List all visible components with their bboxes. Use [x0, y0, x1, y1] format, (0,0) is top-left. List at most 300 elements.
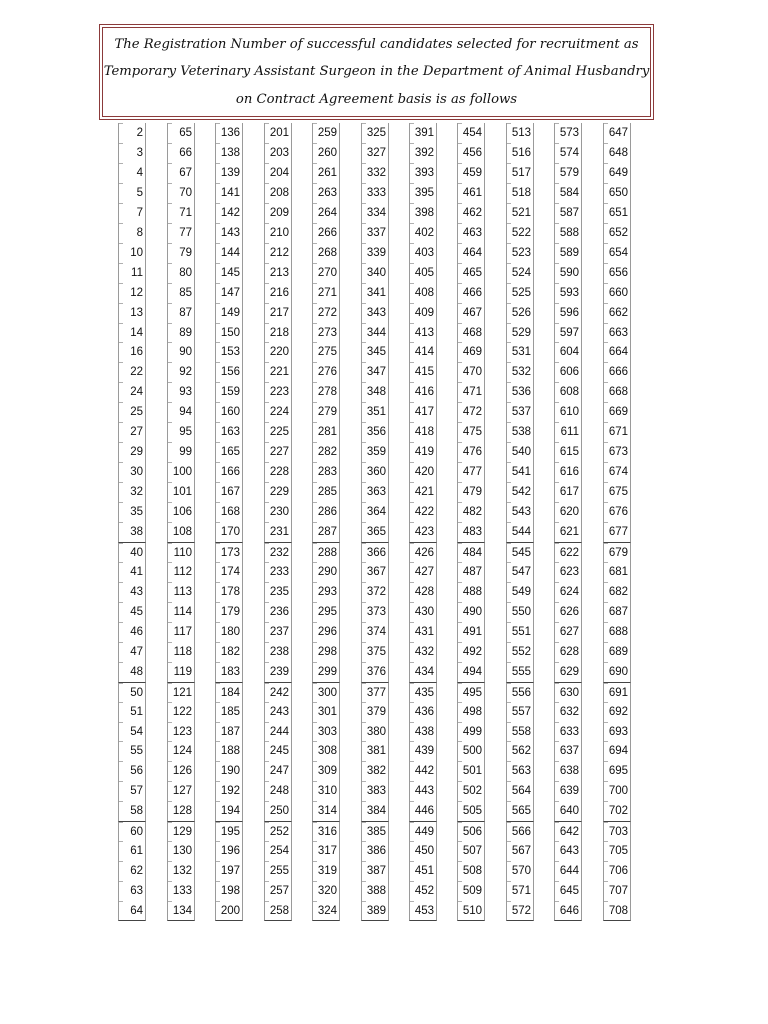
- registration-number-cell: 633: [554, 722, 582, 742]
- cell-tick-mark: [313, 622, 317, 623]
- registration-number-cell: 50: [118, 682, 146, 702]
- cell-tick-mark: [555, 163, 559, 164]
- cell-tick-mark: [555, 622, 559, 623]
- registration-number-cell: 506: [457, 821, 485, 841]
- cell-tick-mark: [216, 283, 220, 284]
- registration-number-cell: 617: [554, 482, 582, 502]
- registration-number-cell: 58: [118, 801, 146, 821]
- registration-number-cell: 518: [506, 183, 534, 203]
- cell-tick-mark: [265, 462, 269, 463]
- cell-tick-mark: [168, 283, 172, 284]
- cell-tick-mark: [362, 462, 366, 463]
- cell-tick-mark: [119, 841, 123, 842]
- cell-tick-mark: [410, 462, 414, 463]
- registration-number-cell: 325: [361, 123, 389, 143]
- cell-tick-mark: [168, 263, 172, 264]
- registration-number-cell: 217: [264, 303, 292, 323]
- registration-number-cell: 247: [264, 761, 292, 781]
- cell-tick-mark: [604, 741, 608, 742]
- registration-number-cell: 430: [409, 602, 437, 622]
- cell-tick-mark: [265, 622, 269, 623]
- cell-tick-mark: [216, 502, 220, 503]
- cell-tick-mark: [604, 662, 608, 663]
- registration-number-cell: 166: [215, 462, 243, 482]
- cell-tick-mark: [168, 422, 172, 423]
- registration-number-cell: 225: [264, 422, 292, 442]
- cell-tick-mark: [458, 741, 462, 742]
- registration-number-cell: 628: [554, 642, 582, 662]
- registration-number-cell: 570: [506, 861, 534, 881]
- cell-tick-mark: [119, 482, 123, 483]
- registration-number-cell: 529: [506, 323, 534, 343]
- registration-number-cell: 149: [215, 303, 243, 323]
- registration-number-cell: 417: [409, 402, 437, 422]
- registration-number-cell: 469: [457, 342, 485, 362]
- registration-number-cell: 308: [312, 741, 340, 761]
- registration-number-cell: 638: [554, 761, 582, 781]
- registration-number-cell: 542: [506, 482, 534, 502]
- cell-tick-mark: [265, 143, 269, 144]
- cell-tick-mark: [604, 801, 608, 802]
- cell-tick-mark: [410, 683, 414, 684]
- registration-number-cell: 624: [554, 582, 582, 602]
- registration-number-cell: 621: [554, 522, 582, 542]
- registration-number-cell: 507: [457, 841, 485, 861]
- cell-tick-mark: [362, 422, 366, 423]
- cell-tick-mark: [119, 642, 123, 643]
- registration-number-cell: 632: [554, 702, 582, 722]
- registration-number-cell: 268: [312, 243, 340, 263]
- registration-number-cell: 526: [506, 303, 534, 323]
- registration-number-cell: 596: [554, 303, 582, 323]
- cell-tick-mark: [458, 462, 462, 463]
- cell-tick-mark: [119, 861, 123, 862]
- registration-number-cell: 132: [167, 861, 195, 881]
- cell-tick-mark: [362, 841, 366, 842]
- cell-tick-mark: [216, 741, 220, 742]
- cell-tick-mark: [313, 881, 317, 882]
- registration-number-cell: 414: [409, 342, 437, 362]
- registration-number-cell: 623: [554, 562, 582, 582]
- registration-number-cell: 549: [506, 582, 534, 602]
- cell-tick-mark: [216, 143, 220, 144]
- cell-tick-mark: [119, 422, 123, 423]
- registration-number-cell: 77: [167, 223, 195, 243]
- registration-number-cell: 180: [215, 622, 243, 642]
- cell-tick-mark: [555, 522, 559, 523]
- cell-tick-mark: [265, 761, 269, 762]
- cell-tick-mark: [265, 582, 269, 583]
- cell-tick-mark: [458, 303, 462, 304]
- registration-number-cell: 674: [603, 462, 631, 482]
- registration-number-cell: 552: [506, 642, 534, 662]
- cell-tick-mark: [507, 502, 511, 503]
- registration-number-cell: 276: [312, 362, 340, 382]
- cell-tick-mark: [507, 741, 511, 742]
- registration-number-cell: 227: [264, 442, 292, 462]
- cell-tick-mark: [362, 662, 366, 663]
- registration-number-cell: 465: [457, 263, 485, 283]
- cell-tick-mark: [119, 342, 123, 343]
- cell-tick-mark: [168, 683, 172, 684]
- registration-number-cell: 4: [118, 163, 146, 183]
- registration-number-cell: 380: [361, 722, 389, 742]
- registration-number-cell: 588: [554, 223, 582, 243]
- cell-tick-mark: [265, 722, 269, 723]
- registration-number-cell: 46: [118, 622, 146, 642]
- cell-tick-mark: [458, 801, 462, 802]
- cell-tick-mark: [362, 143, 366, 144]
- registration-number-cell: 138: [215, 143, 243, 163]
- registration-number-cell: 385: [361, 821, 389, 841]
- registration-number-cell: 694: [603, 741, 631, 761]
- cell-tick-mark: [313, 642, 317, 643]
- registration-number-cell: 55: [118, 741, 146, 761]
- registration-number-cell: 334: [361, 203, 389, 223]
- cell-tick-mark: [313, 442, 317, 443]
- cell-tick-mark: [458, 822, 462, 823]
- registration-number-cell: 681: [603, 562, 631, 582]
- cell-tick-mark: [410, 382, 414, 383]
- registration-number-cell: 351: [361, 402, 389, 422]
- cell-tick-mark: [410, 702, 414, 703]
- registration-number-cell: 345: [361, 342, 389, 362]
- registration-number-cell: 464: [457, 243, 485, 263]
- registration-number-cell: 669: [603, 402, 631, 422]
- registration-number-cell: 691: [603, 682, 631, 702]
- cell-tick-mark: [507, 781, 511, 782]
- registration-number-cell: 156: [215, 362, 243, 382]
- registration-number-cell: 639: [554, 781, 582, 801]
- registration-number-cell: 266: [312, 223, 340, 243]
- cell-tick-mark: [410, 442, 414, 443]
- registration-number-cell: 565: [506, 801, 534, 821]
- registration-number-cell: 195: [215, 821, 243, 841]
- cell-tick-mark: [265, 382, 269, 383]
- registration-number-cell: 692: [603, 702, 631, 722]
- cell-tick-mark: [119, 362, 123, 363]
- registration-number-cell: 393: [409, 163, 437, 183]
- registration-number-cell: 295: [312, 602, 340, 622]
- registration-number-cell: 13: [118, 303, 146, 323]
- registration-number-cell: 690: [603, 662, 631, 682]
- registration-number-cell: 255: [264, 861, 292, 881]
- cell-tick-mark: [555, 223, 559, 224]
- registration-number-cell: 218: [264, 323, 292, 343]
- registration-number-cell: 63: [118, 881, 146, 901]
- registration-number-cell: 479: [457, 482, 485, 502]
- cell-tick-mark: [168, 382, 172, 383]
- registration-number-cell: 134: [167, 901, 195, 921]
- registration-number-cell: 627: [554, 622, 582, 642]
- cell-tick-mark: [362, 582, 366, 583]
- cell-tick-mark: [604, 183, 608, 184]
- cell-tick-mark: [313, 822, 317, 823]
- cell-tick-mark: [507, 761, 511, 762]
- cell-tick-mark: [507, 662, 511, 663]
- registration-number-cell: 67: [167, 163, 195, 183]
- cell-tick-mark: [555, 861, 559, 862]
- registration-number-cell: 442: [409, 761, 437, 781]
- registration-number-cell: 418: [409, 422, 437, 442]
- registration-number-cell: 80: [167, 263, 195, 283]
- registration-number-cell: 449: [409, 821, 437, 841]
- registration-number-cell: 145: [215, 263, 243, 283]
- cell-tick-mark: [410, 642, 414, 643]
- registration-number-cell: 676: [603, 502, 631, 522]
- registration-number-cell: 209: [264, 203, 292, 223]
- cell-tick-mark: [507, 263, 511, 264]
- registration-number-cell: 316: [312, 821, 340, 841]
- registration-number-cell: 271: [312, 283, 340, 303]
- cell-tick-mark: [119, 123, 123, 124]
- cell-tick-mark: [458, 163, 462, 164]
- registration-number-cell: 432: [409, 642, 437, 662]
- cell-tick-mark: [362, 602, 366, 603]
- registration-number-cell: 643: [554, 841, 582, 861]
- cell-tick-mark: [507, 543, 511, 544]
- cell-tick-mark: [458, 502, 462, 503]
- cell-tick-mark: [216, 761, 220, 762]
- registration-number-cell: 666: [603, 362, 631, 382]
- registration-number-cell: 254: [264, 841, 292, 861]
- cell-tick-mark: [313, 203, 317, 204]
- registration-number-cell: 228: [264, 462, 292, 482]
- registration-number-cell: 523: [506, 243, 534, 263]
- registration-number-cell: 461: [457, 183, 485, 203]
- cell-tick-mark: [265, 861, 269, 862]
- registration-number-cell: 415: [409, 362, 437, 382]
- registration-number-cell: 32: [118, 482, 146, 502]
- cell-tick-mark: [119, 263, 123, 264]
- registration-number-cell: 309: [312, 761, 340, 781]
- cell-tick-mark: [119, 163, 123, 164]
- cell-tick-mark: [604, 462, 608, 463]
- registration-number-cell: 242: [264, 682, 292, 702]
- cell-tick-mark: [119, 761, 123, 762]
- cell-tick-mark: [119, 382, 123, 383]
- cell-tick-mark: [168, 442, 172, 443]
- registration-number-cell: 327: [361, 143, 389, 163]
- cell-tick-mark: [313, 522, 317, 523]
- registration-number-cell: 210: [264, 223, 292, 243]
- cell-tick-mark: [362, 781, 366, 782]
- registration-number-cell: 488: [457, 582, 485, 602]
- cell-tick-mark: [313, 502, 317, 503]
- registration-number-cell: 642: [554, 821, 582, 841]
- registration-number-cell: 122: [167, 702, 195, 722]
- registration-number-cell: 522: [506, 223, 534, 243]
- registration-number-cell: 640: [554, 801, 582, 821]
- registration-number-cell: 470: [457, 362, 485, 382]
- cell-tick-mark: [119, 442, 123, 443]
- registration-number-cell: 384: [361, 801, 389, 821]
- registration-number-cell: 332: [361, 163, 389, 183]
- cell-tick-mark: [604, 422, 608, 423]
- registration-number-cell: 139: [215, 163, 243, 183]
- cell-tick-mark: [458, 642, 462, 643]
- cell-tick-mark: [168, 502, 172, 503]
- registration-number-cell: 339: [361, 243, 389, 263]
- cell-tick-mark: [313, 462, 317, 463]
- registration-number-cell: 61: [118, 841, 146, 861]
- cell-tick-mark: [604, 901, 608, 902]
- cell-tick-mark: [555, 582, 559, 583]
- registration-number-cell: 90: [167, 342, 195, 362]
- cell-tick-mark: [555, 123, 559, 124]
- registration-number-cell: 232: [264, 542, 292, 562]
- registration-number-cell: 454: [457, 123, 485, 143]
- registration-number-cell: 248: [264, 781, 292, 801]
- cell-tick-mark: [313, 761, 317, 762]
- registration-number-cell: 252: [264, 821, 292, 841]
- registration-number-cell: 622: [554, 542, 582, 562]
- cell-tick-mark: [604, 243, 608, 244]
- cell-tick-mark: [168, 562, 172, 563]
- registration-number-cell: 200: [215, 901, 243, 921]
- cell-tick-mark: [216, 382, 220, 383]
- cell-tick-mark: [458, 203, 462, 204]
- cell-tick-mark: [604, 543, 608, 544]
- registration-number-cell: 213: [264, 263, 292, 283]
- registration-number-cell: 689: [603, 642, 631, 662]
- cell-tick-mark: [362, 881, 366, 882]
- cell-tick-mark: [313, 303, 317, 304]
- cell-tick-mark: [168, 223, 172, 224]
- registration-number-cell: 557: [506, 702, 534, 722]
- cell-tick-mark: [458, 243, 462, 244]
- registration-number-cell: 119: [167, 662, 195, 682]
- cell-tick-mark: [362, 362, 366, 363]
- cell-tick-mark: [216, 722, 220, 723]
- registration-number-cell: 38: [118, 522, 146, 542]
- cell-tick-mark: [313, 781, 317, 782]
- registration-number-cell: 85: [167, 283, 195, 303]
- cell-tick-mark: [168, 801, 172, 802]
- registration-number-cell: 663: [603, 323, 631, 343]
- registration-number-cell: 287: [312, 522, 340, 542]
- cell-tick-mark: [168, 402, 172, 403]
- cell-tick-mark: [265, 741, 269, 742]
- cell-tick-mark: [507, 861, 511, 862]
- registration-number-cell: 8: [118, 223, 146, 243]
- registration-number-cell: 687: [603, 602, 631, 622]
- cell-tick-mark: [604, 502, 608, 503]
- cell-tick-mark: [313, 143, 317, 144]
- cell-tick-mark: [604, 203, 608, 204]
- cell-tick-mark: [555, 761, 559, 762]
- registration-number-cell: 108: [167, 522, 195, 542]
- cell-tick-mark: [458, 522, 462, 523]
- cell-tick-mark: [313, 123, 317, 124]
- registration-number-cell: 590: [554, 263, 582, 283]
- registration-number-cell: 395: [409, 183, 437, 203]
- registration-number-cell: 24: [118, 382, 146, 402]
- cell-tick-mark: [168, 123, 172, 124]
- registration-number-cell: 11: [118, 263, 146, 283]
- registration-number-cell: 344: [361, 323, 389, 343]
- registration-number-cell: 128: [167, 801, 195, 821]
- registration-number-cell: 439: [409, 741, 437, 761]
- cell-tick-mark: [458, 482, 462, 483]
- registration-number-cell: 27: [118, 422, 146, 442]
- registration-number-cell: 452: [409, 881, 437, 901]
- registration-number-cell: 71: [167, 203, 195, 223]
- cell-tick-mark: [216, 123, 220, 124]
- registration-number-cell: 79: [167, 243, 195, 263]
- cell-tick-mark: [216, 781, 220, 782]
- registration-number-cell: 420: [409, 462, 437, 482]
- registration-number-cell: 257: [264, 881, 292, 901]
- cell-tick-mark: [168, 362, 172, 363]
- registration-number-cell: 387: [361, 861, 389, 881]
- cell-tick-mark: [119, 702, 123, 703]
- cell-tick-mark: [410, 163, 414, 164]
- registration-number-cell: 668: [603, 382, 631, 402]
- cell-tick-mark: [410, 801, 414, 802]
- registration-number-cell: 272: [312, 303, 340, 323]
- cell-tick-mark: [458, 662, 462, 663]
- cell-tick-mark: [604, 841, 608, 842]
- cell-tick-mark: [458, 543, 462, 544]
- registration-number-cell: 647: [603, 123, 631, 143]
- cell-tick-mark: [313, 582, 317, 583]
- cell-tick-mark: [313, 901, 317, 902]
- registration-number-cell: 372: [361, 582, 389, 602]
- cell-tick-mark: [604, 163, 608, 164]
- cell-tick-mark: [458, 223, 462, 224]
- registration-number-cell: 283: [312, 462, 340, 482]
- registration-number-cell: 273: [312, 323, 340, 343]
- registration-number-cell: 524: [506, 263, 534, 283]
- registration-number-cell: 654: [603, 243, 631, 263]
- registration-number-cell: 472: [457, 402, 485, 422]
- cell-tick-mark: [362, 323, 366, 324]
- cell-tick-mark: [265, 522, 269, 523]
- registration-number-cell: 558: [506, 722, 534, 742]
- registration-number-cell: 649: [603, 163, 631, 183]
- cell-tick-mark: [555, 881, 559, 882]
- cell-tick-mark: [216, 582, 220, 583]
- registration-number-cell: 201: [264, 123, 292, 143]
- cell-tick-mark: [458, 263, 462, 264]
- cell-tick-mark: [119, 602, 123, 603]
- registration-number-cell: 484: [457, 542, 485, 562]
- cell-tick-mark: [168, 622, 172, 623]
- cell-tick-mark: [362, 402, 366, 403]
- cell-tick-mark: [604, 123, 608, 124]
- registration-number-cell: 541: [506, 462, 534, 482]
- cell-tick-mark: [313, 402, 317, 403]
- registration-number-cell: 113: [167, 582, 195, 602]
- cell-tick-mark: [362, 502, 366, 503]
- cell-tick-mark: [216, 223, 220, 224]
- cell-tick-mark: [265, 323, 269, 324]
- cell-tick-mark: [410, 901, 414, 902]
- cell-tick-mark: [313, 422, 317, 423]
- cell-tick-mark: [119, 781, 123, 782]
- cell-tick-mark: [168, 781, 172, 782]
- title-line-2: Temporary Veterinary Assistant Surgeon in the Department of Animal Husbandry: [103, 64, 650, 80]
- registration-number-cell: 163: [215, 422, 243, 442]
- cell-tick-mark: [168, 163, 172, 164]
- cell-tick-mark: [313, 741, 317, 742]
- cell-tick-mark: [604, 362, 608, 363]
- cell-tick-mark: [265, 801, 269, 802]
- cell-tick-mark: [555, 901, 559, 902]
- registration-number-cell: 179: [215, 602, 243, 622]
- cell-tick-mark: [410, 841, 414, 842]
